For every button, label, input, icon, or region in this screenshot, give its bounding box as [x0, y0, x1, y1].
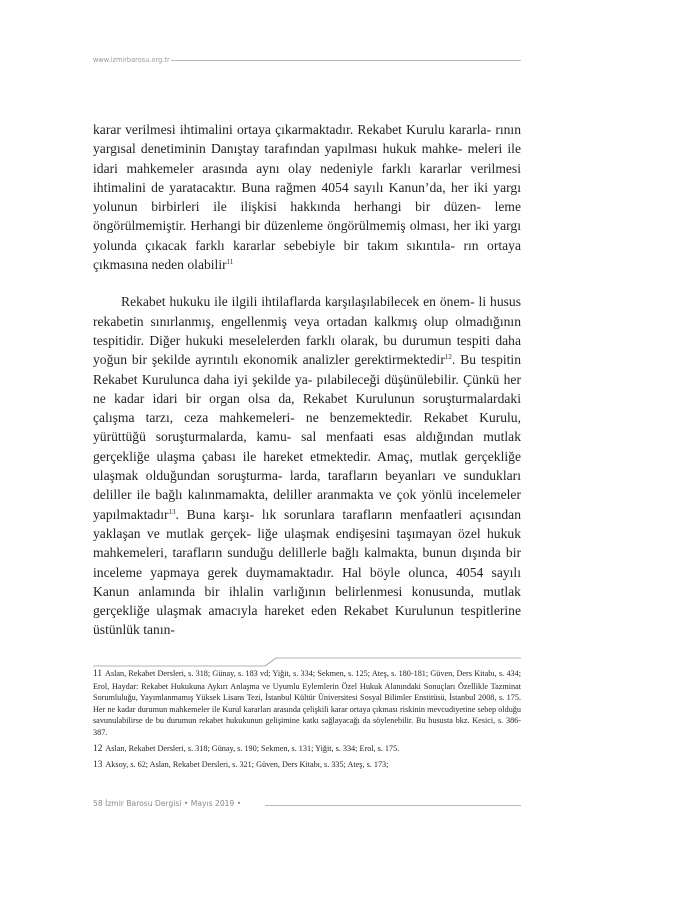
text-line: verilmesi ihtimalini de yaratacaktır. Buna rağmen 4054 sayılı Kanun’da,: [93, 160, 521, 195]
text-line: sal menfaati esas aldığından mutlak gerçekliğe ulaşma çabası ile hareket: [93, 429, 521, 464]
text-line-tail: . Buna karşı-: [175, 506, 255, 522]
text-line: larda, tarafların beyanları ve sundukları deliller ile bağlı kalınmamakta,: [93, 468, 521, 503]
footnote-11: [93, 668, 521, 739]
text-line: deliller aranmakta ve çok yönlü incelemeler yapılmaktadır: [93, 487, 521, 522]
footnote-text: Aslan, Rekabet Dersleri, s. 318; Günay, s. 183 vd; Yiğit, s. 334; Sekmen, s. 125; Ateş, s. 180-181; Güven, Ders Kitabı, s. 434; Erol, Haydar: Rekabet Hukukuna Aykırı Anlaşma ve Uyumlu Eylemlerin Özel Hukuk Alanındaki Sonuçları Özellikle Tazminat Sorumluluğu, Yayımlanmamış Yüksek Lisans Tezi, İstanbul Kültür Üniversitesi Sosyal Bilimler Enstitüsü, İstanbul 2008, s. 175. Her ne kadar durumun mahkemeler ile Kurul kararları arasında çelişkili karar ortaya çıkması riskinin mevcudiyetine sebep olduğu savunulabilirse de bu durumun rekabet hukukunun gelişimine katkı sağlayacağı da söylenebilir. Bu hususta bkz. Kesici, s. 386- 387.: [93, 669, 521, 737]
paragraph-competition-law: [93, 292, 521, 639]
footnote-number: 12: [93, 743, 103, 754]
text-line: meleri ile idari mahkemeler arasında aynı olay nedeniyle farklı kararlar: [93, 141, 521, 176]
paragraph-continued: [93, 120, 521, 274]
text-line: Rekabet hukuku ile ilgili ihtilaflarda karşılaşılabilecek en önem-: [121, 294, 475, 310]
text-line: sunduğu delillerle bağlı kalmakta, bunun dışında bir inceleme yapmaya: [93, 545, 521, 580]
footnote-text: Aksoy, s. 62; Aslan, Rekabet Dersleri, s. 321; Güven, Ders Kitabı, s. 335; Ateş, s. 173;: [105, 760, 389, 770]
text-line: olmadığının tespitidir. Diğer hukuki meselelerden farklı olarak, bu: [93, 313, 521, 348]
text-line: li husus rekabetin sınırlanmış, engellenmiş veya ortadan kalkmış olup: [93, 294, 521, 329]
footnote-ref: 11: [226, 258, 234, 267]
text-line: liğe ulaşmak endişesini taşımayan özel hukuk mahkemeleri, tarafların: [93, 525, 521, 561]
text-line: karar verilmesi ihtimalini ortaya çıkarmaktadır. Rekabet Kurulu kararla-: [93, 122, 492, 137]
text-line: bir ihlalin varlığının belirlenmesi konusunda, mutlak gerçekliğe ulaşmak: [93, 583, 521, 619]
footnote-ref: 13: [168, 507, 176, 516]
header-url: www.izmirbarosu.org.tr: [93, 56, 173, 64]
text-line-tail: . Bu tespitin Rekabet Kurulunca daha iyi şekilde ya-: [93, 352, 521, 387]
text-line: ne benzemektedir. Rekabet Kurulu, yürüttüğü soruşturmalarda, kamu-: [93, 410, 521, 445]
text-line: amacıyla hareket eden Rekabet Kurulunun tespitlerine üstünlük tanın-: [93, 603, 521, 638]
footer-page-info: 58 İzmir Barosu Dergisi • Mayıs 2019 •: [93, 799, 244, 808]
footnote-number: 11: [93, 669, 103, 679]
footnote-number: 13: [93, 760, 103, 771]
footnote-12: [93, 743, 521, 756]
text-line: rın ortaya çıkmasına neden olabilir: [93, 237, 521, 273]
footnote-separator: [93, 656, 521, 668]
text-line: durumun tespiti daha yoğun bir şekilde ayrıntılı ekonomik analizler: [93, 332, 521, 368]
header-rule: [171, 60, 521, 61]
text-line: Rekabet Kurulunun soruşturmalardaki çalışma tarzı, ceza mahkemeleri-: [93, 390, 521, 426]
footnotes: [93, 668, 521, 776]
footnote-text: Aslan, Rekabet Dersleri, s. 318; Günay, s. 190; Sekmen, s. 131; Yiğit, s. 334; Erol, s. 175.: [105, 743, 400, 753]
body-text: [93, 120, 521, 640]
text-line: pılabileceği düşünülebilir. Çünkü her ne kadar idari bir organ olsa da,: [93, 371, 521, 406]
page-footer: [93, 799, 521, 811]
text-line: lık sorunlara tarafların menfaatleri açısından yaklaşan ve mutlak gerçek-: [93, 506, 521, 541]
text-line: leme öngörülmemiştir. Herhangi bir düzenleme öngörülmemiş olması,: [93, 199, 521, 234]
text-line: gerektirmektedir: [354, 352, 445, 368]
footnote-13: [93, 759, 521, 772]
footnote-ref: 12: [444, 353, 452, 362]
text-line: rının yargısal denetiminin Danıştay tarafından yapılması hukuk mahke-: [93, 122, 521, 157]
running-header: [93, 56, 521, 66]
footer-rule: [265, 805, 521, 806]
text-line: gerek duymamaktadır. Hal böyle olunca, 4054 sayılı Kanun anlamında: [93, 564, 521, 599]
text-line: her iki yargı yolunun birbirleri ile ilişkisi hakkında herhangi bir düzen-: [93, 179, 521, 215]
text-line: her iki yargı yolunda çıkacak farklı kararlar sebebiyle bir takım sıkıntıla-: [93, 218, 521, 253]
text-line: etmektedir. Amaç, mutlak gerçekliğe ulaşmak olduğundan soruşturma-: [93, 448, 521, 484]
